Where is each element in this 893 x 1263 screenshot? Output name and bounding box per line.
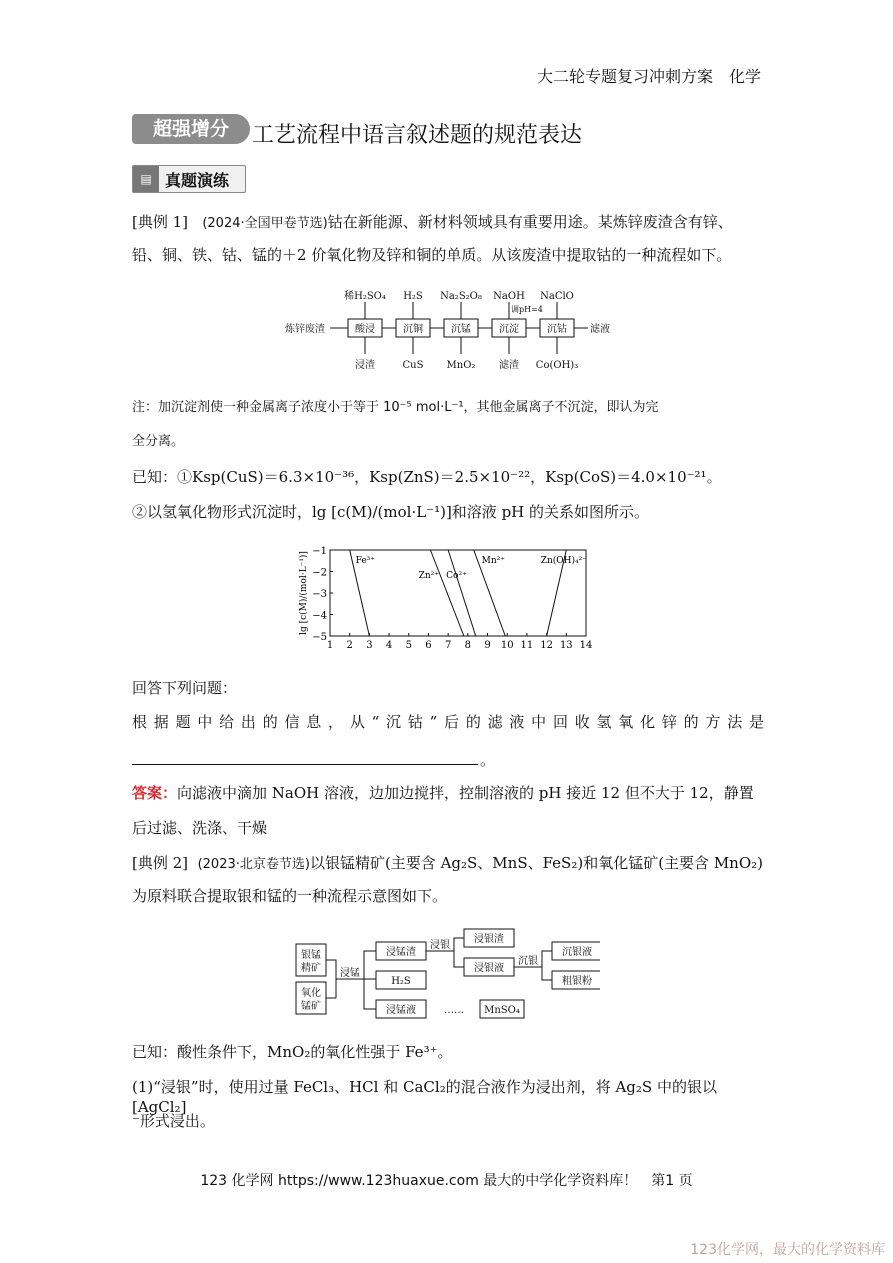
page-title: 工艺流程中语言叙述题的规范表达 bbox=[252, 123, 583, 148]
series-label: Co²⁺ bbox=[446, 570, 467, 581]
known1-line2: ②以氢氧化物形式沉淀时，lg [c(M)/(mol·L⁻¹)]和溶液 pH 的关系如图所示。 bbox=[132, 503, 650, 521]
question-intro: 回答下列问题： bbox=[132, 679, 238, 697]
series-line bbox=[448, 550, 476, 636]
y-tick-label: −3 bbox=[312, 589, 327, 600]
x-tick-label: 6 bbox=[425, 640, 432, 651]
flow2-step1: 浸锰 bbox=[340, 968, 360, 979]
flow2-mid-1: 浸锰渣 bbox=[386, 947, 416, 958]
flow2-input-2a: 氧化 bbox=[301, 988, 321, 999]
flow1-product: 浸渣 bbox=[355, 360, 375, 371]
flow2-input-1a: 银锰 bbox=[301, 950, 321, 961]
answer-line1: 答案：向滤液中滴加 NaOH 溶液，边加边搅拌，控制溶液的 pH 接近 12 但不大于 12，静置 bbox=[132, 784, 754, 802]
example2-line1: [典例 2] (2023·北京卷节选)以银锰精矿(主要含 Ag₂S、MnS、FeS₂)和氧化锰矿(主要含 MnO₂) bbox=[132, 854, 764, 872]
flow1-step: 酸浸 bbox=[355, 324, 375, 335]
example2-line2: 为原料联合提取银和锰的一种流程示意图如下。 bbox=[132, 887, 448, 905]
flow1-note: 调pH=4 bbox=[511, 305, 543, 314]
flow1-product: CuS bbox=[402, 360, 424, 371]
section-heading bbox=[132, 165, 246, 193]
question-text: 根据题中给出的信息，从“沉钴”后的滤液中回收氢氧化锌的方法是 bbox=[132, 713, 764, 731]
flow2-mid-2: H₂S bbox=[391, 976, 411, 987]
page-footer: 123 化学网 https://www.123huaxue.com 最大的中学化学资料库！ 第1 页 bbox=[200, 1173, 693, 1189]
flow1-step: 沉钴 bbox=[547, 324, 567, 335]
x-tick-label: 7 bbox=[444, 640, 452, 651]
x-tick-label: 1 bbox=[326, 640, 334, 651]
flow-diagram-2 bbox=[294, 924, 600, 1024]
flow1-product: Co(OH)₃ bbox=[535, 360, 579, 371]
series-label: Zn²⁺ bbox=[418, 570, 440, 581]
flow-diagram-1 bbox=[285, 288, 645, 374]
x-tick-label: 14 bbox=[579, 640, 593, 651]
flow1-reagent: H₂S bbox=[403, 291, 423, 302]
note-line1: 注：加沉淀剂使一种金属离子浓度小于等于 10⁻⁵ mol·L⁻¹，其他金属离子不沉淀，即认为完 bbox=[132, 400, 659, 415]
example1-line2: 铅、铜、铁、钴、锰的＋2 价氧化物及锌和铜的单质。从该废渣中提取钴的一种流程如下。 bbox=[132, 246, 732, 264]
flow1-end: 滤液 bbox=[590, 324, 610, 335]
x-tick-label: 9 bbox=[484, 640, 491, 651]
flow1-product: MnO₂ bbox=[446, 360, 476, 371]
flow2-mid-3: 浸锰液 bbox=[386, 1005, 416, 1016]
flow2-input-2b: 锰矿 bbox=[301, 1001, 321, 1012]
flow1-step: 沉淀 bbox=[499, 324, 519, 335]
series-label: Fe³⁺ bbox=[355, 555, 376, 566]
flow2-out-1: 沉银液 bbox=[562, 947, 592, 958]
flow1-reagent: 稀H₂SO₄ bbox=[344, 291, 386, 302]
series-line bbox=[430, 550, 463, 636]
flow1-reagent: NaClO bbox=[540, 291, 574, 302]
x-tick-label: 3 bbox=[366, 640, 373, 651]
watermark: 123化学网，最大的化学资料库 bbox=[690, 1242, 885, 1258]
flow1-product: 滤渣 bbox=[499, 360, 519, 371]
flow2-input-1b: 精矿 bbox=[301, 963, 321, 974]
page-header: 大二轮专题复习冲刺方案 化学 bbox=[536, 67, 761, 86]
flow1-start: 炼锌废渣 bbox=[285, 324, 325, 335]
flow2-mid2-1: 浸银渣 bbox=[474, 934, 504, 945]
y-tick-label: −4 bbox=[312, 610, 327, 622]
topic-badge: 超强增分 bbox=[132, 114, 250, 144]
note-line2: 全分离。 bbox=[132, 434, 185, 449]
answer-blank bbox=[132, 764, 478, 765]
flow1-step: 沉铜 bbox=[403, 324, 423, 335]
example1-paragraph: [典例 1] (2024·全国甲卷节选)钴在新能源、新材料领域具有重要用途。某炼锌废渣含有锌、 bbox=[132, 213, 733, 231]
y-tick-label: −2 bbox=[312, 567, 327, 579]
x-tick-label: 2 bbox=[346, 640, 353, 651]
flow2-mid2-2: 浸银液 bbox=[474, 963, 504, 974]
series-label: Zn(OH)₄²⁻ bbox=[540, 555, 587, 566]
question-end: 。 bbox=[480, 751, 496, 769]
flow2-mnso4: MnSO₄ bbox=[484, 1005, 520, 1016]
x-tick-label: 10 bbox=[500, 640, 514, 651]
flow2-step3: 沉银 bbox=[518, 956, 538, 967]
x-tick-label: 5 bbox=[405, 640, 412, 651]
x-tick-label: 8 bbox=[464, 640, 472, 651]
x-tick-label: 11 bbox=[520, 640, 534, 651]
q1-line2: ⁻形式浸出。 bbox=[132, 1112, 215, 1130]
x-tick-label: 12 bbox=[540, 640, 553, 651]
known2: 已知：酸性条件下，MnO₂的氧化性强于 Fe³⁺。 bbox=[132, 1043, 453, 1061]
flow1-reagent: NaOH bbox=[493, 291, 525, 302]
y-axis-label: lg [c(M)/(mol·L⁻¹)] bbox=[299, 551, 309, 635]
series-label: Mn²⁺ bbox=[481, 555, 506, 566]
known1-line1: 已知：①Ksp(CuS)＝6.3×10⁻³⁶，Ksp(ZnS)＝2.5×10⁻²²，Ksp(CoS)＝4.0×10⁻²¹。 bbox=[132, 468, 722, 486]
flow1-step: 沉锰 bbox=[451, 324, 471, 335]
flow2-dots: …… bbox=[444, 1005, 464, 1016]
y-tick-label: −1 bbox=[312, 546, 327, 557]
x-tick-label: 13 bbox=[559, 640, 573, 651]
y-tick-label: −5 bbox=[312, 632, 327, 643]
q1-line1: (1)“浸银”时，使用过量 FeCl₃、HCl 和 CaCl₂的混合液作为浸出剂，将 Ag₂S 中的银以[AgCl₂] bbox=[132, 1078, 717, 1116]
section-title: 真题演练 bbox=[165, 170, 230, 190]
book-icon: ▤ bbox=[133, 166, 159, 192]
flow2-step2: 浸银 bbox=[430, 940, 450, 951]
flow2-out-2: 粗银粉 bbox=[562, 976, 592, 987]
flow1-reagent: Na₂S₂O₈ bbox=[440, 291, 482, 302]
answer-line2: 后过滤、洗涤、干燥 bbox=[132, 819, 268, 837]
x-tick-label: 4 bbox=[385, 640, 393, 651]
solubility-chart bbox=[296, 540, 602, 656]
